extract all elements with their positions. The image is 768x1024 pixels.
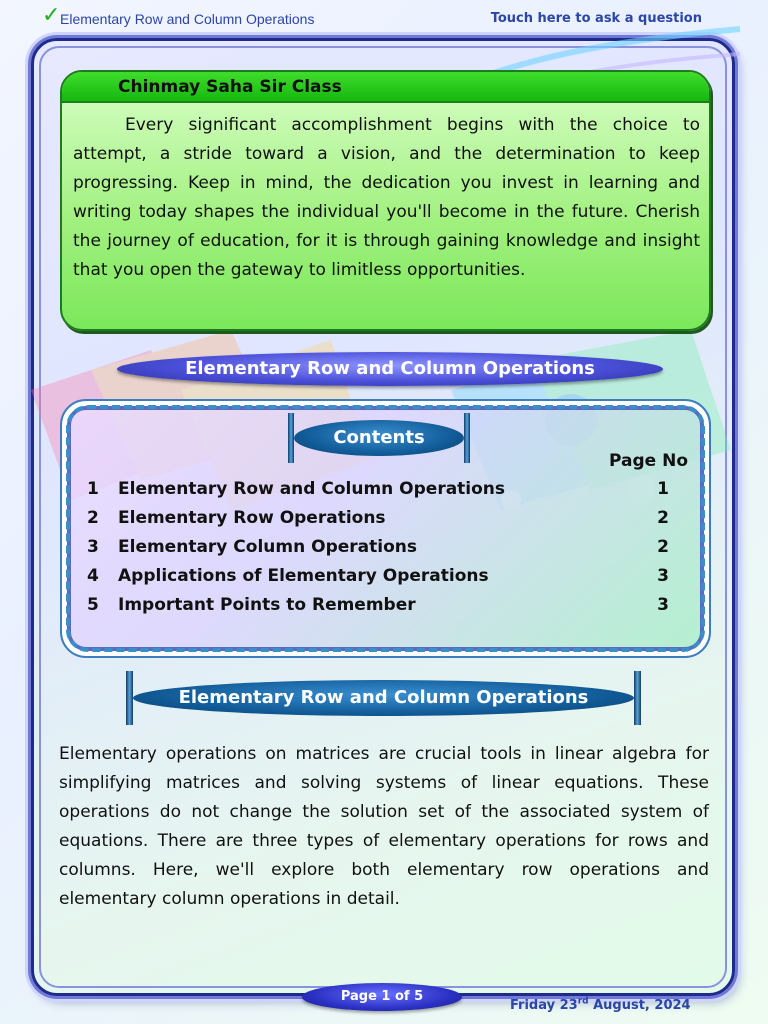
check-icon: ✓: [42, 3, 61, 28]
date-day: Friday 23: [510, 998, 578, 1013]
date-rest: August, 2024: [588, 998, 691, 1013]
contents-heading: [288, 413, 470, 463]
toc-page: 3: [657, 595, 669, 615]
toc-number: 3: [87, 537, 99, 557]
motivation-box: [60, 70, 711, 331]
toc-number: 4: [87, 566, 99, 586]
toc-page: 3: [657, 566, 669, 586]
heading-bar-right: [634, 671, 641, 725]
toc-title: Applications of Elementary Operations: [118, 566, 489, 586]
toc-item[interactable]: [87, 566, 677, 590]
page-no-header: Page No: [609, 451, 688, 471]
page-indicator: Page 1 of 5: [302, 983, 462, 1011]
toc-page: 2: [657, 508, 669, 528]
toc-item[interactable]: [87, 595, 677, 619]
section-body-text: Elementary operations on matrices are crucial tools in linear algebra for simplifying matrices and solving systems of linear equations. These operations do not change the solution set of the associated system of equations. There are three types of elementary operations for rows and columns. Here, we'll explore both elementary row operations and elementary column operations in detail.: [59, 744, 709, 909]
page-header: [0, 0, 768, 36]
toc-number: 1: [87, 479, 99, 499]
toc-page: 1: [657, 479, 669, 499]
section-heading: [126, 671, 641, 725]
section-banner: Elementary Row and Column Operations: [117, 352, 663, 386]
section-heading-title: Elementary Row and Column Operations: [133, 680, 634, 716]
toc-title: Elementary Row Operations: [118, 508, 386, 528]
toc-number: 2: [87, 508, 99, 528]
toc-item[interactable]: [87, 537, 677, 561]
toc-item[interactable]: [87, 508, 677, 532]
class-name: Chinmay Saha Sir Class: [118, 77, 342, 97]
toc-title: Elementary Row and Column Operations: [118, 479, 506, 499]
ask-question-link[interactable]: Touch here to ask a question: [490, 11, 702, 26]
toc-page: 2: [657, 537, 669, 557]
header-title: Elementary Row and Column Operations: [60, 11, 315, 27]
contents-title: Contents: [294, 420, 464, 456]
toc-title: Important Points to Remember: [118, 595, 416, 615]
heading-bar-right: [464, 413, 470, 463]
date-suffix: rd: [577, 996, 589, 1007]
heading-bar-left: [126, 671, 133, 725]
toc-number: 5: [87, 595, 99, 615]
motivation-text: Every significant accomplishment begins with the choice to attempt, a stride toward a vision, and the determination to keep progressing. Keep in mind, the dedication you invest in learning and writing today shapes the individual you'll become in the future. Cherish the journey of education, for it is through gaining knowledge and insight that you open the gateway to limitless opportunities.: [73, 115, 700, 280]
toc-title: Elementary Column Operations: [118, 537, 417, 557]
date-label: [510, 998, 691, 1013]
toc-item[interactable]: [87, 479, 677, 503]
